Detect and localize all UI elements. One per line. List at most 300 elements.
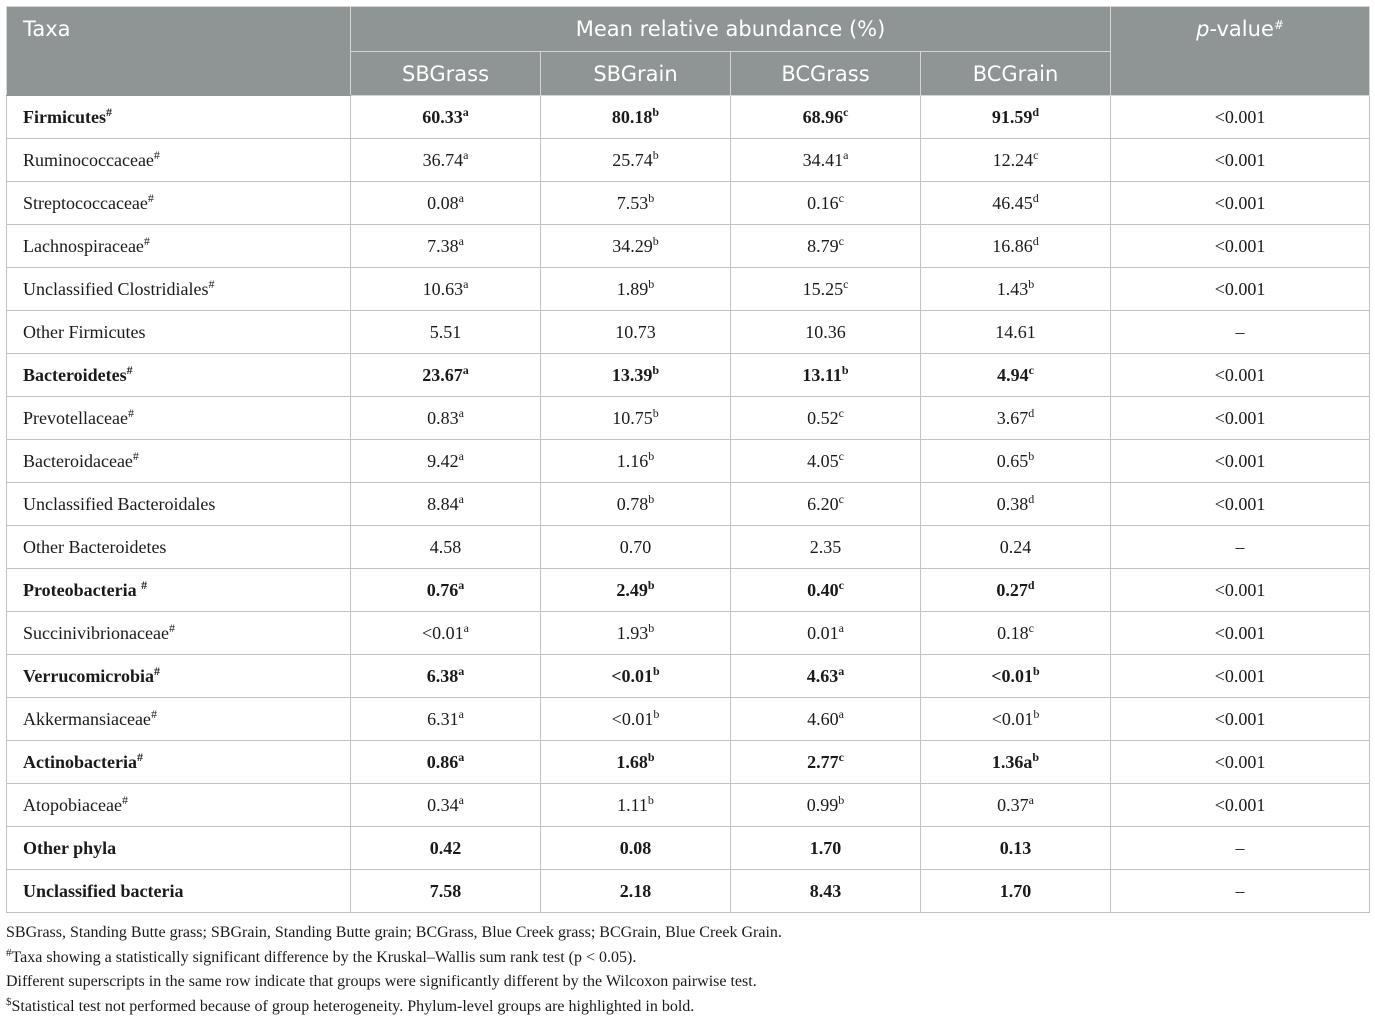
abundance-value: 16.86 — [992, 236, 1033, 256]
value-cell-sbgrass — [351, 225, 541, 268]
value-cell-sbgrain — [541, 397, 731, 440]
value-cell-sbgrain — [541, 784, 731, 827]
value-cell-bcgrain — [921, 870, 1111, 913]
pvalue-cell: <0.001 — [1111, 268, 1370, 311]
value-cell-sbgrass — [351, 440, 541, 483]
value-cell-bcgrain — [921, 397, 1111, 440]
pvalue-cell: – — [1111, 311, 1370, 354]
value-cell-bcgrass — [731, 655, 921, 698]
significance-superscript: b — [648, 578, 655, 592]
significance-superscript: b — [653, 234, 659, 248]
value-cell-bcgrain — [921, 311, 1111, 354]
pvalue-cell: <0.001 — [1111, 182, 1370, 225]
abundance-value: 14.61 — [995, 322, 1036, 342]
abundance-value: 8.43 — [810, 881, 842, 901]
abundance-value: 10.36 — [805, 322, 846, 342]
table-row — [7, 870, 1370, 913]
significance-superscript: a — [839, 621, 844, 635]
table-row — [7, 311, 1370, 354]
significance-superscript: b — [648, 793, 654, 807]
abundance-value: 13.39 — [612, 365, 653, 385]
abundance-value: 1.70 — [810, 838, 842, 858]
significance-superscript: b — [648, 191, 654, 205]
abundance-value: 4.60 — [807, 709, 839, 729]
abundance-value: 0.65 — [997, 451, 1029, 471]
value-cell-bcgrain — [921, 268, 1111, 311]
value-cell-bcgrain — [921, 827, 1111, 870]
abundance-value: 8.84 — [427, 494, 459, 514]
significance-superscript: b — [648, 449, 654, 463]
significance-superscript: b — [653, 148, 659, 162]
abundance-value: 2.49 — [616, 580, 648, 600]
value-cell-sbgrass — [351, 182, 541, 225]
significance-superscript: a — [459, 449, 464, 463]
value-cell-sbgrain — [541, 870, 731, 913]
value-cell-sbgrain — [541, 827, 731, 870]
pvalue-cell: <0.001 — [1111, 612, 1370, 655]
pvalue-cell: <0.001 — [1111, 483, 1370, 526]
value-cell-sbgrain — [541, 139, 731, 182]
footnote-hash — [6, 946, 1369, 971]
significance-superscript: b — [652, 105, 659, 119]
taxon-name: Actinobacteria — [23, 752, 137, 772]
header-group-bcgrain: BCGrain — [921, 52, 1111, 96]
significance-superscript: b — [1033, 664, 1040, 678]
taxon-name-superscript: # — [154, 664, 160, 678]
pvalue-cell: <0.001 — [1111, 225, 1370, 268]
significance-superscript: c — [1033, 148, 1038, 162]
abundance-value: 6.20 — [807, 494, 839, 514]
significance-superscript: a — [463, 363, 469, 377]
pvalue-cell: <0.001 — [1111, 96, 1370, 139]
abundance-value: 10.73 — [615, 322, 656, 342]
significance-superscript: b — [1028, 449, 1034, 463]
table-row — [7, 182, 1370, 225]
significance-superscript: c — [839, 449, 844, 463]
value-cell-bcgrain — [921, 655, 1111, 698]
header-group-sbgrass: SBGrass — [351, 52, 541, 96]
pvalue-cell: <0.001 — [1111, 139, 1370, 182]
table-row — [7, 397, 1370, 440]
value-cell-sbgrain — [541, 698, 731, 741]
value-cell-bcgrass — [731, 612, 921, 655]
significance-superscript: b — [653, 406, 659, 420]
abundance-table — [6, 6, 1370, 913]
table-row — [7, 569, 1370, 612]
table-row — [7, 268, 1370, 311]
abundance-value: 1.89 — [617, 279, 649, 299]
value-cell-bcgrain — [921, 569, 1111, 612]
abundance-value: 13.11 — [802, 365, 842, 385]
significance-superscript: a — [459, 707, 464, 721]
taxon-name-cell — [7, 526, 351, 569]
abundance-value: 0.13 — [1000, 838, 1032, 858]
significance-superscript: b — [653, 707, 659, 721]
significance-superscript: d — [1028, 492, 1034, 506]
taxon-name-cell — [7, 96, 351, 139]
abundance-value: 1.93 — [617, 623, 649, 643]
abundance-value: 7.53 — [617, 193, 649, 213]
value-cell-sbgrain — [541, 483, 731, 526]
abundance-value: 0.08 — [427, 193, 459, 213]
taxon-name-cell — [7, 655, 351, 698]
pvalue-cell: <0.001 — [1111, 397, 1370, 440]
header-pvalue — [1111, 7, 1370, 96]
value-cell-sbgrass — [351, 354, 541, 397]
abundance-value: 46.45 — [992, 193, 1033, 213]
significance-superscript: c — [843, 105, 848, 119]
value-cell-sbgrain — [541, 612, 731, 655]
significance-superscript: c — [1029, 621, 1034, 635]
value-cell-bcgrain — [921, 741, 1111, 784]
value-cell-sbgrain — [541, 311, 731, 354]
value-cell-sbgrass — [351, 698, 541, 741]
value-cell-sbgrain — [541, 182, 731, 225]
abundance-value: 34.29 — [612, 236, 653, 256]
abundance-value: 10.75 — [612, 408, 653, 428]
value-cell-bcgrain — [921, 483, 1111, 526]
abundance-value: 5.51 — [430, 322, 462, 342]
table-row — [7, 698, 1370, 741]
abundance-value: 0.42 — [430, 838, 462, 858]
header-pvalue-sup: # — [1274, 18, 1284, 32]
value-cell-bcgrass — [731, 483, 921, 526]
pvalue-cell: – — [1111, 870, 1370, 913]
abundance-value: 9.42 — [427, 451, 459, 471]
taxon-name-cell — [7, 225, 351, 268]
value-cell-bcgrass — [731, 397, 921, 440]
abundance-value: 0.38 — [997, 494, 1029, 514]
significance-superscript: b — [648, 277, 654, 291]
significance-superscript: b — [648, 750, 655, 764]
significance-superscript: b — [1033, 707, 1039, 721]
significance-superscript: b — [842, 363, 849, 377]
significance-superscript: b — [1032, 750, 1039, 764]
abundance-value: 0.18 — [997, 623, 1029, 643]
value-cell-bcgrain — [921, 225, 1111, 268]
taxon-name: Prevotellaceae — [23, 408, 128, 428]
abundance-value: 1.70 — [1000, 881, 1032, 901]
taxon-name-cell — [7, 397, 351, 440]
value-cell-sbgrass — [351, 96, 541, 139]
abundance-value: 80.18 — [612, 107, 653, 127]
taxon-name-cell — [7, 182, 351, 225]
significance-superscript: c — [839, 578, 844, 592]
taxon-name: Streptococcaceae — [23, 193, 148, 213]
taxon-name-superscript: # — [137, 750, 143, 764]
abundance-value: 0.37 — [997, 795, 1029, 815]
taxon-name: Unclassified Bacteroidales — [23, 494, 215, 514]
table-row — [7, 440, 1370, 483]
abundance-value: 68.96 — [803, 107, 844, 127]
taxon-name-superscript: # — [154, 148, 160, 162]
header-group-sbgrain: SBGrain — [541, 52, 731, 96]
abundance-value: 6.38 — [427, 666, 459, 686]
value-cell-sbgrain — [541, 440, 731, 483]
abundance-value: 10.63 — [423, 279, 464, 299]
significance-superscript: c — [839, 492, 844, 506]
value-cell-sbgrass — [351, 569, 541, 612]
significance-superscript: a — [458, 578, 464, 592]
table-row — [7, 139, 1370, 182]
taxon-name: Verrucomicrobia — [23, 666, 154, 686]
significance-superscript: a — [459, 492, 464, 506]
table-body — [7, 96, 1370, 913]
value-cell-sbgrain — [541, 741, 731, 784]
pvalue-cell: <0.001 — [1111, 569, 1370, 612]
header-taxa: Taxa — [7, 7, 351, 96]
value-cell-sbgrass — [351, 655, 541, 698]
significance-superscript: a — [463, 148, 468, 162]
pvalue-cell: – — [1111, 827, 1370, 870]
abundance-value: 1.43 — [997, 279, 1029, 299]
value-cell-sbgrass — [351, 526, 541, 569]
value-cell-sbgrain — [541, 655, 731, 698]
taxon-name-superscript: # — [151, 707, 157, 721]
value-cell-bcgrass — [731, 569, 921, 612]
abundance-value: 4.63 — [807, 666, 839, 686]
value-cell-sbgrain — [541, 225, 731, 268]
significance-superscript: a — [459, 234, 464, 248]
table-row — [7, 354, 1370, 397]
significance-superscript: a — [459, 406, 464, 420]
value-cell-bcgrain — [921, 440, 1111, 483]
value-cell-bcgrass — [731, 827, 921, 870]
taxon-name-superscript: # — [127, 363, 133, 377]
significance-superscript: a — [839, 707, 844, 721]
value-cell-bcgrass — [731, 311, 921, 354]
pvalue-cell: – — [1111, 526, 1370, 569]
abundance-value: <0.01 — [992, 709, 1034, 729]
abundance-value: 0.01 — [807, 623, 839, 643]
abundance-value: 1.68 — [616, 752, 648, 772]
abundance-value: <0.01 — [422, 623, 464, 643]
value-cell-bcgrain — [921, 354, 1111, 397]
value-cell-sbgrain — [541, 354, 731, 397]
abundance-value: <0.01 — [991, 666, 1033, 686]
taxon-name-superscript: # — [141, 578, 147, 592]
taxon-name-cell — [7, 440, 351, 483]
significance-superscript: c — [839, 750, 844, 764]
value-cell-bcgrass — [731, 741, 921, 784]
value-cell-sbgrain — [541, 569, 731, 612]
value-cell-bcgrass — [731, 784, 921, 827]
footnote-hash-sup: # — [6, 947, 12, 959]
abundance-value: 1.36a — [992, 752, 1033, 772]
taxon-name-superscript: # — [208, 277, 214, 291]
abundance-value: 0.24 — [1000, 537, 1032, 557]
value-cell-bcgrass — [731, 225, 921, 268]
taxon-name-cell — [7, 268, 351, 311]
significance-superscript: a — [843, 148, 848, 162]
taxon-name: Other phyla — [23, 838, 116, 858]
taxon-name: Atopobiaceae — [23, 795, 122, 815]
table-row — [7, 741, 1370, 784]
taxon-name-cell — [7, 139, 351, 182]
significance-superscript: b — [652, 363, 659, 377]
taxon-name: Bacteroidetes — [23, 365, 127, 385]
abundance-value: 0.99 — [807, 795, 839, 815]
taxon-name: Other Firmicutes — [23, 322, 145, 342]
significance-superscript: d — [1033, 191, 1039, 205]
abundance-value: 12.24 — [993, 150, 1034, 170]
significance-superscript: c — [839, 234, 844, 248]
abundance-value: 0.70 — [620, 537, 652, 557]
significance-superscript: d — [1033, 234, 1039, 248]
taxon-name-superscript: # — [122, 793, 128, 807]
significance-superscript: a — [464, 621, 469, 635]
significance-superscript: a — [463, 105, 469, 119]
taxon-name: Lachnospiraceae — [23, 236, 144, 256]
taxon-name: Akkermansiaceae — [23, 709, 151, 729]
pvalue-cell: <0.001 — [1111, 440, 1370, 483]
value-cell-sbgrass — [351, 483, 541, 526]
footnote-dollar-sup: $ — [6, 996, 12, 1008]
table-row — [7, 225, 1370, 268]
table-row — [7, 612, 1370, 655]
significance-superscript: a — [459, 793, 464, 807]
value-cell-bcgrass — [731, 440, 921, 483]
taxon-name: Ruminococcaceae — [23, 150, 154, 170]
abundance-value: 0.08 — [620, 838, 652, 858]
abundance-value: 36.74 — [423, 150, 464, 170]
value-cell-sbgrass — [351, 612, 541, 655]
taxon-name-superscript: # — [169, 621, 175, 635]
abundance-value: 2.18 — [620, 881, 652, 901]
pvalue-cell: <0.001 — [1111, 655, 1370, 698]
taxon-name: Unclassified Clostridiales — [23, 279, 208, 299]
value-cell-bcgrass — [731, 698, 921, 741]
significance-superscript: b — [648, 492, 654, 506]
abundance-value: <0.01 — [612, 709, 654, 729]
abundance-value: 1.11 — [617, 795, 648, 815]
value-cell-bcgrain — [921, 96, 1111, 139]
abundance-value: 0.34 — [427, 795, 459, 815]
pvalue-cell: <0.001 — [1111, 784, 1370, 827]
taxon-name-superscript: # — [128, 406, 134, 420]
value-cell-sbgrass — [351, 784, 541, 827]
pvalue-cell: <0.001 — [1111, 698, 1370, 741]
taxon-name-cell — [7, 569, 351, 612]
abundance-value: 8.79 — [807, 236, 839, 256]
taxon-name-cell — [7, 354, 351, 397]
taxon-name-cell — [7, 870, 351, 913]
table-footnotes — [6, 921, 1369, 1019]
abundance-value: 7.58 — [430, 881, 462, 901]
footnote-superscripts: Different superscripts in the same row indicate that groups were significantly different by the Wilcoxon pairwise test. — [6, 970, 1369, 995]
abundance-value: 15.25 — [803, 279, 844, 299]
table-row — [7, 784, 1370, 827]
taxon-name: Other Bacteroidetes — [23, 537, 166, 557]
significance-superscript: a — [458, 750, 464, 764]
taxon-name-cell — [7, 741, 351, 784]
taxon-name-cell — [7, 311, 351, 354]
table-row — [7, 483, 1370, 526]
value-cell-sbgrass — [351, 311, 541, 354]
value-cell-sbgrass — [351, 139, 541, 182]
abundance-value: 3.67 — [997, 408, 1029, 428]
taxon-name: Proteobacteria — [23, 580, 141, 600]
header-pvalue-rest: -value — [1209, 17, 1273, 41]
abundance-value: 6.31 — [427, 709, 459, 729]
footnote-abbreviations: SBGrass, Standing Butte grass; SBGrain, Standing Butte grain; BCGrass, Blue Creek grass; BCGrain, Blue Creek Grain. — [6, 921, 1369, 946]
taxon-name-cell — [7, 612, 351, 655]
significance-superscript: c — [839, 406, 844, 420]
abundance-value: 0.86 — [427, 752, 459, 772]
abundance-value: <0.01 — [611, 666, 653, 686]
value-cell-sbgrass — [351, 827, 541, 870]
taxon-name: Unclassified bacteria — [23, 881, 183, 901]
significance-superscript: c — [839, 191, 844, 205]
taxon-name: Bacteroidaceae — [23, 451, 133, 471]
value-cell-bcgrass — [731, 526, 921, 569]
value-cell-bcgrass — [731, 139, 921, 182]
value-cell-sbgrass — [351, 268, 541, 311]
significance-superscript: d — [1032, 105, 1039, 119]
value-cell-bcgrass — [731, 268, 921, 311]
abundance-value: 0.27 — [996, 580, 1028, 600]
pvalue-cell: <0.001 — [1111, 741, 1370, 784]
value-cell-bcgrain — [921, 526, 1111, 569]
taxon-name: Succinivibrionaceae — [23, 623, 169, 643]
table-row — [7, 827, 1370, 870]
significance-superscript: b — [653, 664, 660, 678]
abundance-value: 4.94 — [997, 365, 1029, 385]
header-group-bcgrass: BCGrass — [731, 52, 921, 96]
value-cell-bcgrain — [921, 139, 1111, 182]
abundance-value: 0.76 — [427, 580, 459, 600]
value-cell-bcgrain — [921, 784, 1111, 827]
abundance-value: 4.58 — [430, 537, 462, 557]
value-cell-sbgrain — [541, 268, 731, 311]
value-cell-bcgrass — [731, 870, 921, 913]
significance-superscript: b — [1028, 277, 1034, 291]
header-pvalue-p: p — [1196, 17, 1209, 41]
taxon-name-superscript: # — [106, 105, 112, 119]
abundance-value: 23.67 — [422, 365, 463, 385]
abundance-value: 0.78 — [617, 494, 649, 514]
header-mean-abundance: Mean relative abundance (%) — [351, 7, 1111, 52]
abundance-value: 2.35 — [810, 537, 842, 557]
abundance-value: 0.83 — [427, 408, 459, 428]
taxon-name-superscript: # — [148, 191, 154, 205]
significance-superscript: b — [838, 793, 844, 807]
taxon-name-cell — [7, 827, 351, 870]
value-cell-bcgrass — [731, 182, 921, 225]
abundance-value: 0.16 — [807, 193, 839, 213]
abundance-value: 25.74 — [612, 150, 653, 170]
value-cell-sbgrain — [541, 96, 731, 139]
significance-superscript: d — [1028, 578, 1035, 592]
abundance-value: 7.38 — [427, 236, 459, 256]
significance-superscript: a — [463, 277, 468, 291]
significance-superscript: c — [843, 277, 848, 291]
significance-superscript: a — [1029, 793, 1034, 807]
value-cell-bcgrain — [921, 698, 1111, 741]
significance-superscript: a — [459, 191, 464, 205]
footnote-dollar — [6, 995, 1369, 1019]
taxon-name-cell — [7, 698, 351, 741]
significance-superscript: b — [648, 621, 654, 635]
value-cell-sbgrass — [351, 397, 541, 440]
value-cell-bcgrain — [921, 182, 1111, 225]
value-cell-bcgrain — [921, 612, 1111, 655]
taxon-name-cell — [7, 784, 351, 827]
abundance-value: 2.77 — [807, 752, 839, 772]
taxon-name-superscript: # — [133, 449, 139, 463]
significance-superscript: d — [1028, 406, 1034, 420]
taxon-name-superscript: # — [144, 234, 150, 248]
